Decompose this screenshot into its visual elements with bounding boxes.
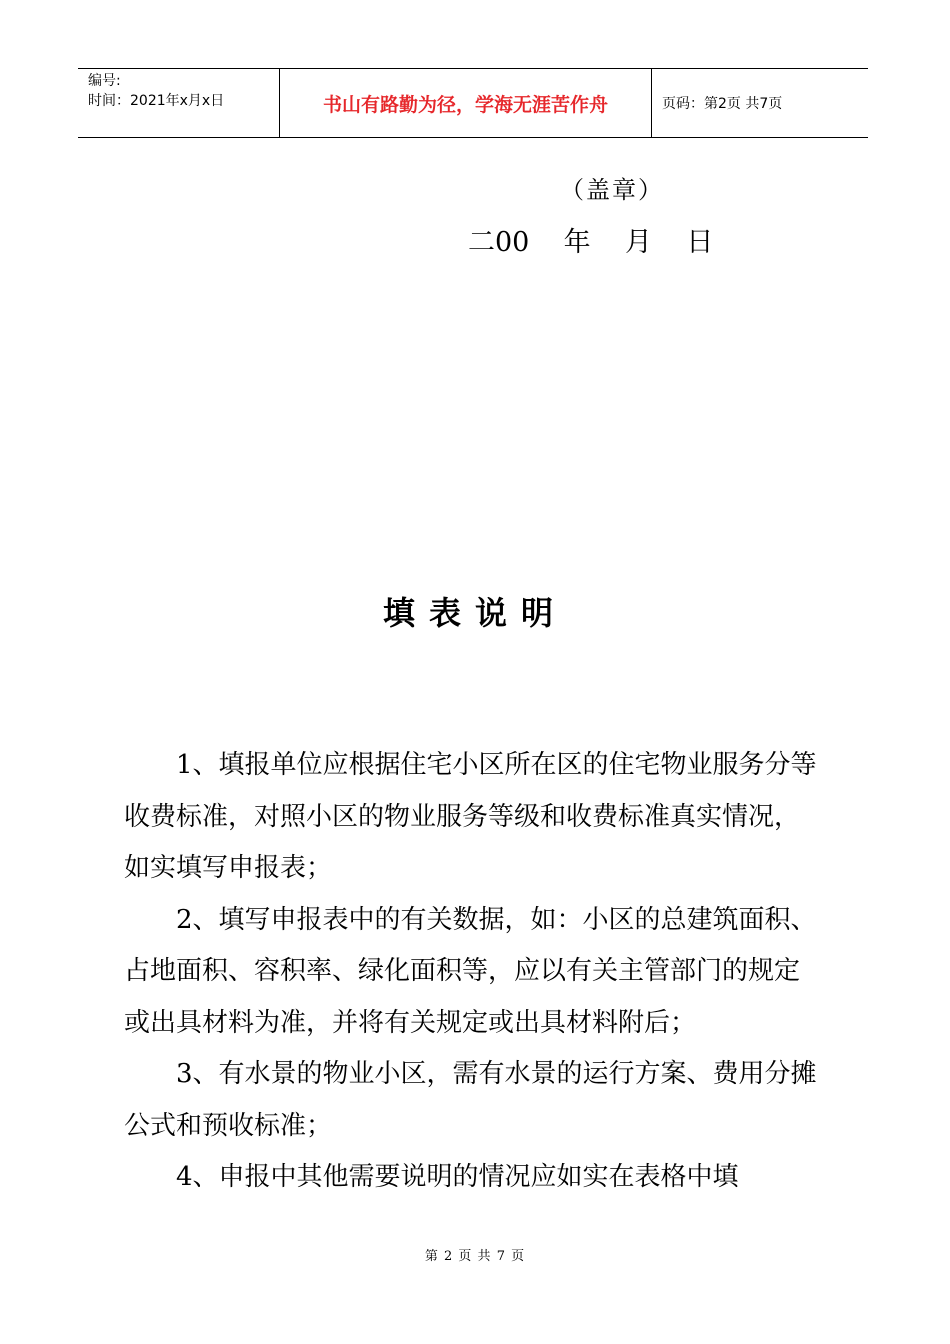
page-footer: 第 2 页 共 7 页	[424, 1249, 526, 1264]
instruction-paragraph: 2、填写申报表中的有关数据，如：小区的总建筑面积、占地面积、容积率、绿化面积等，应以有关主管部门的规定或出具材料为准，并将有关规定或出具材料附后；	[124, 904, 817, 1038]
time-label: 时间：2021年x月x日	[88, 93, 225, 109]
instruction-paragraph: 1、填报单位应根据住宅小区所在区的住宅物业服务分等收费标准，对照小区的物业服务等级和收费标准真实情况，如实填写申报表；	[124, 750, 817, 883]
header-divider	[651, 69, 652, 137]
header-motto: 书山有路勤为径，学海无涯苦作舟	[322, 93, 608, 116]
code-label: 编号:	[88, 73, 121, 89]
date-line: 二00 年 月 日	[468, 227, 714, 258]
instruction-paragraph: 3、有水景的物业小区，需有水景的运行方案、费用分摊公式和预收标准；	[124, 1059, 817, 1141]
instructions-body	[124, 740, 824, 1204]
page-header	[78, 68, 868, 138]
stamp-label: （盖章）	[560, 176, 664, 204]
header-meta	[88, 71, 224, 111]
page-title: 填表说明	[382, 594, 567, 632]
instruction-paragraph: 4、申报中其他需要说明的情况应如实在表格中填	[176, 1162, 739, 1192]
header-page-info: 页码：第2页 共7页	[662, 96, 783, 112]
